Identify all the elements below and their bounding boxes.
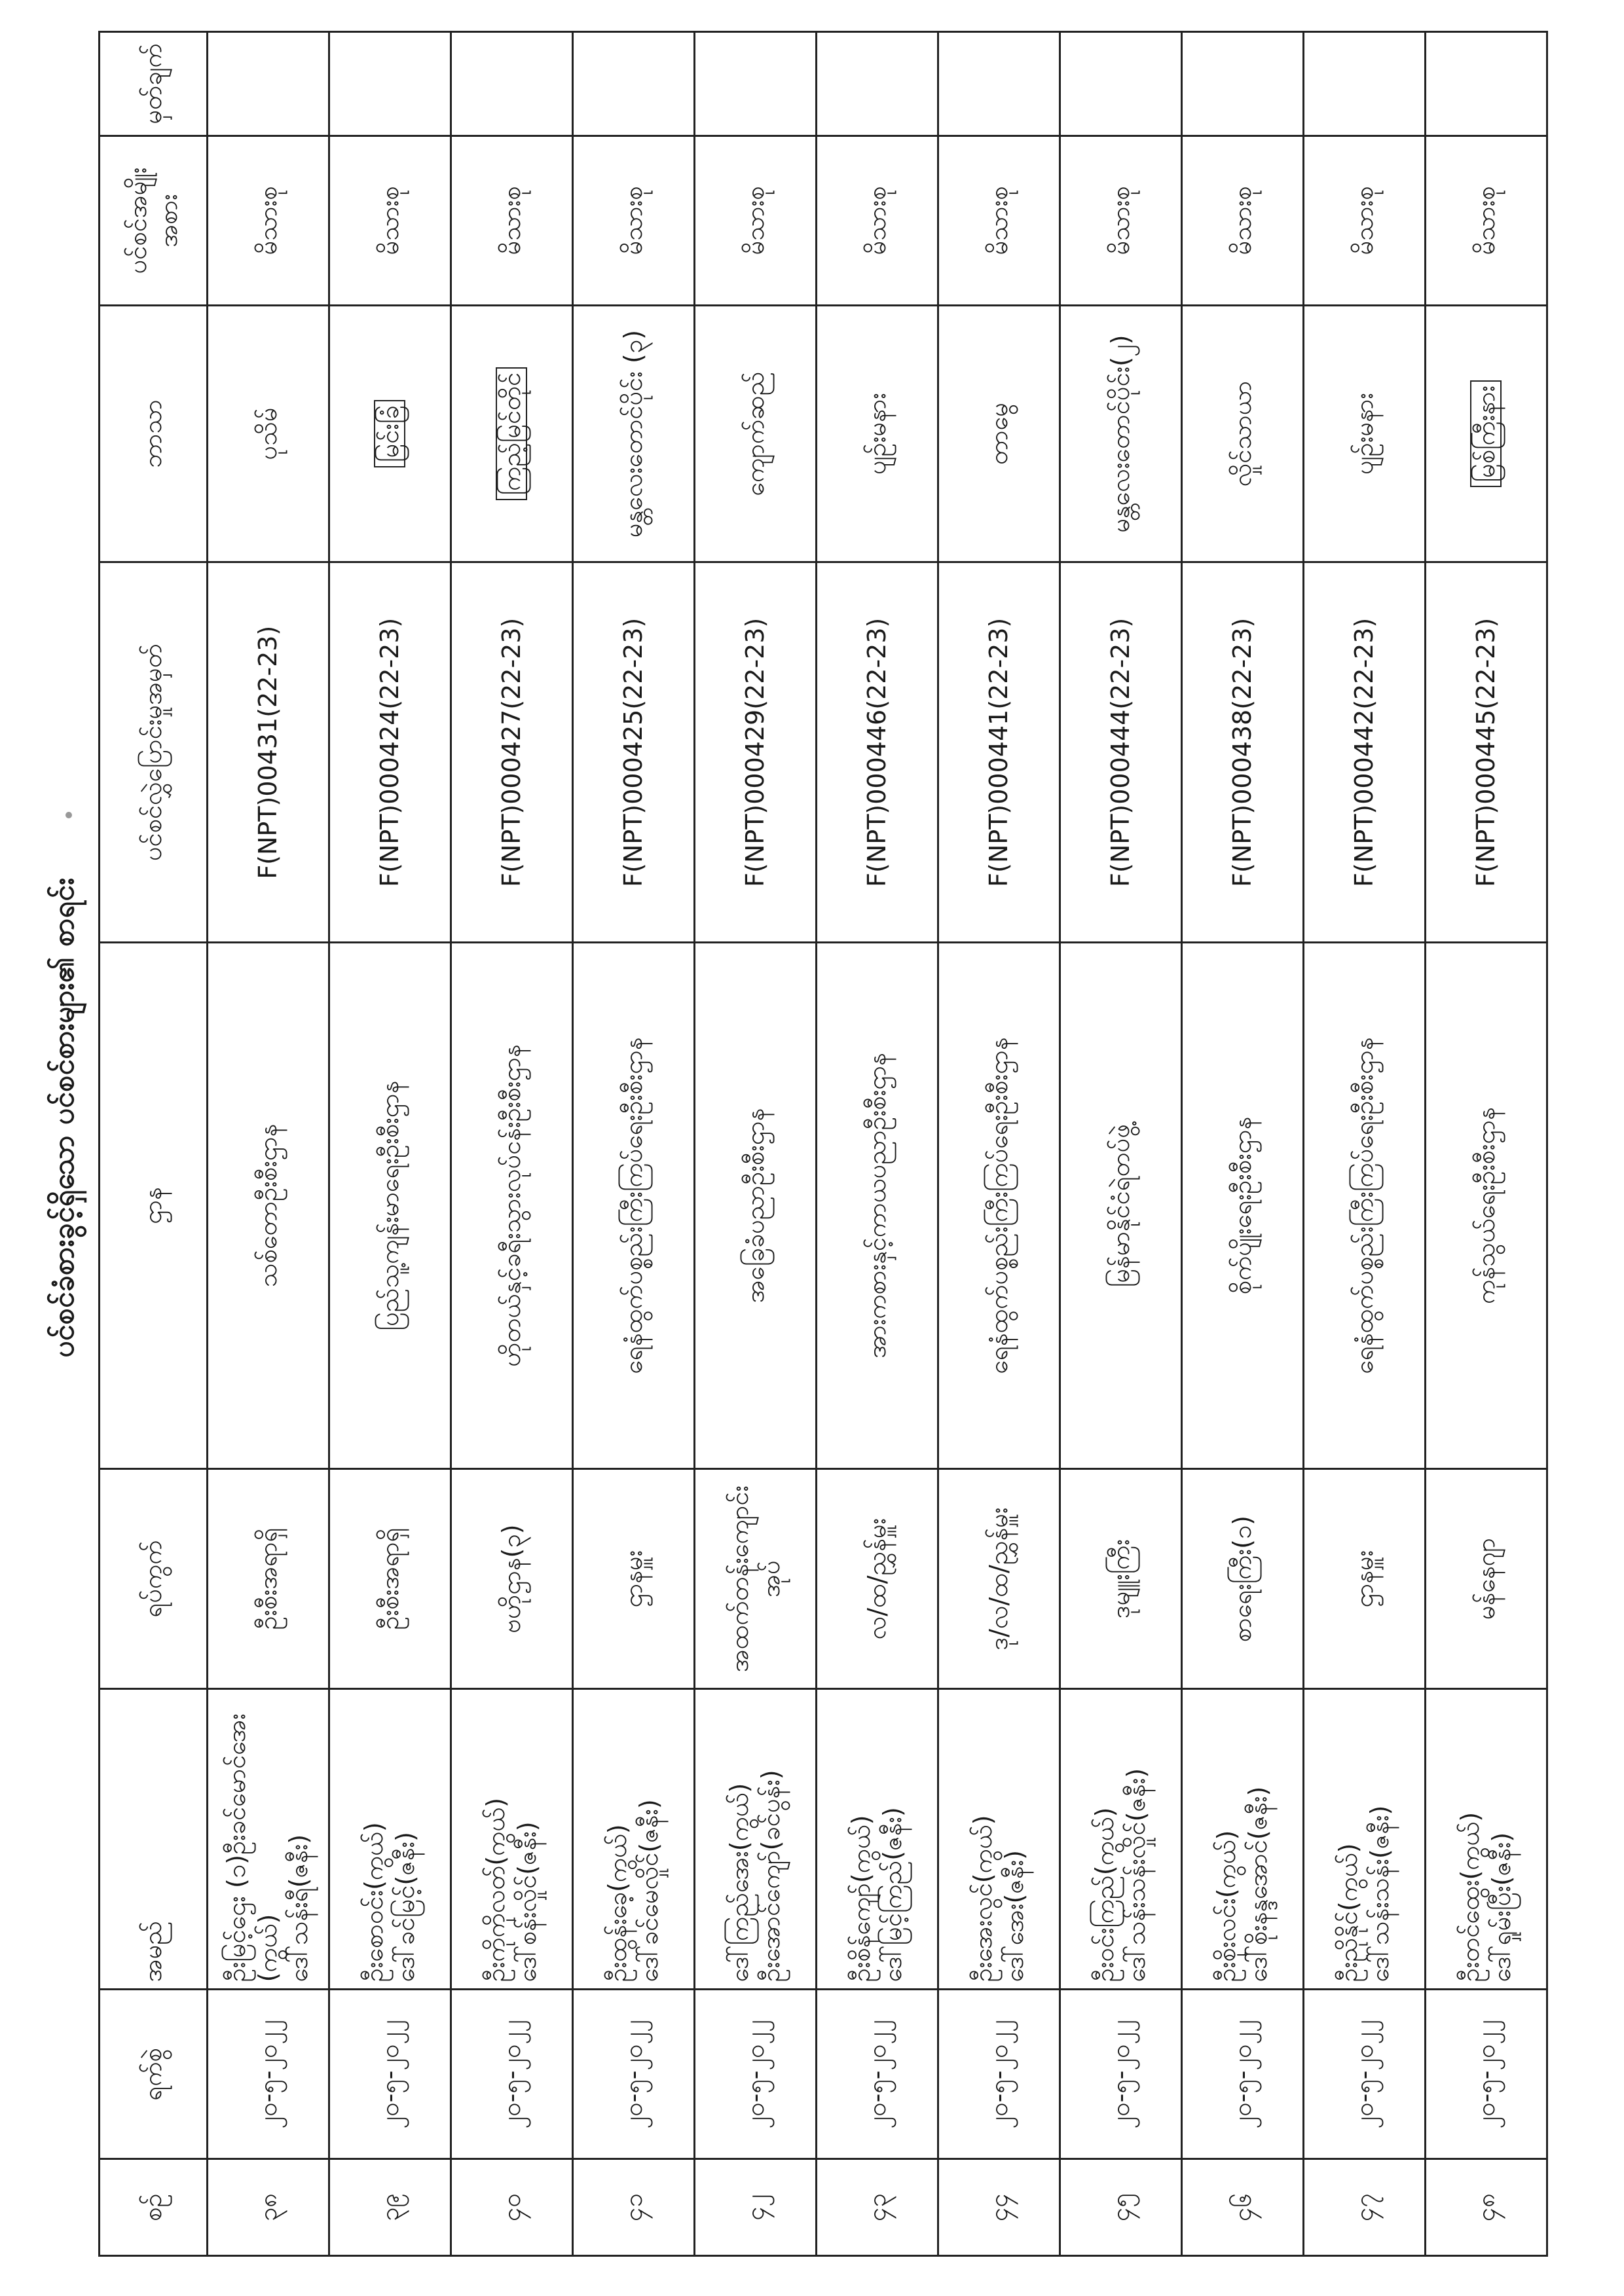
cell-school-text: ဟိုတယ်နှင့်ခရီးသွားလုပ်ငန်းဦးစီးဌာန [496,1044,526,1367]
cell-school-text: အားကစားနှင့်ကာယပညာဦးစီးဌာန [862,1053,891,1358]
cell-type [451,136,573,305]
cell-subject-text: ပျဉ်းမနား [1349,392,1378,475]
cell-type [1304,136,1426,305]
cell-name [208,1689,329,1990]
cell-no [817,2159,938,2256]
cell-date [1426,1990,1547,2159]
cell-type-text: မိသားစု [1471,186,1500,255]
cell-type-text: မိသားစု [375,186,404,255]
cell-subject [573,305,695,562]
cell-school-text: မြန်မာနိုင်ငံရဲတပ်ဖွဲ့ [1105,1123,1135,1288]
cell-name [1426,1689,1547,1990]
cell-date-text: ၂၀-၅-၂၀၂၂ [375,2020,404,2129]
header-note: မှတ်ချက် [100,32,208,136]
cell-register [1304,562,1426,943]
cell-type-text: မိသားစု [862,186,891,255]
header-school: ဌာန [100,943,208,1468]
table-row [573,32,695,2256]
table-row [695,32,817,2256]
header-type: ပင်စင်အမျိုးအစား [100,136,208,305]
cell-address-text: ဦးစီးအရာရှိ [375,1527,404,1630]
header-register: ပင်စင်လွှဲပြောင်းမှုအမှတ် [100,562,208,943]
cell-name-text: ဦးကိုကိုလတ်(ကွယ်) ဒေါ်စန်းလှိုင်(ဇနီး) [481,1797,542,1982]
cell-type [208,136,329,305]
cell-school-text: ရေနံထွက်ပစ္စည်းကြီးကြပ်ရေးဦးစီးဌာန [1349,1037,1378,1374]
cell-address [573,1468,695,1689]
cell-register-text: F(NPT)000438(22-23) [1227,617,1257,887]
cell-date-text: ၂၀-၅-၂၀၂၂ [618,2020,648,2129]
cell-school [1060,943,1182,1468]
cell-no [1304,2159,1426,2256]
cell-address [1426,1468,1547,1689]
cell-note [938,32,1060,136]
table-row [451,32,573,2256]
cell-note [1060,32,1182,136]
cell-date-text: ၂၀-၅-၂၀၂၂ [740,2020,769,2129]
cell-school [573,943,695,1468]
table-row [208,32,329,2256]
cell-note [573,32,695,136]
cell-name-text: ဦးစိန်ကျော်(ကွယ်) ဒေါ်မြင့်ကြည်(ဇနီး) [847,1807,907,1982]
cell-address-text: မန်နေဂျာ [1471,1538,1500,1620]
cell-date-text: ၂၀-၅-၂၀၂၂ [1471,2020,1500,2129]
cell-date-text: ၂၀-၅-၂၀၂၂ [862,2020,891,2129]
cell-school [208,943,329,1468]
cell-type [1426,136,1547,305]
cell-no [1182,2159,1304,2256]
cell-register-text: F(NPT)000442(22-23) [1349,617,1378,887]
cell-subject-text: ကျောက်ဆည် [740,371,769,496]
cell-address [451,1468,573,1689]
cell-no-text: ၄၃ [862,2193,891,2221]
cell-school-text: အခြေခံပညာဦးစီးဌာန [740,1108,769,1303]
cell-subject [817,305,938,562]
cell-no-text: ၃၈ [253,2193,282,2222]
cell-subject-text: တာမွေ [984,403,1013,465]
cell-date [573,1990,695,2159]
cell-type-text: မိသားစု [1105,186,1135,255]
cell-address [329,1468,451,1689]
header-no: စဉ် [100,2159,208,2256]
cell-date-text: ၂၀-၅-၂၀၂၂ [253,2020,282,2129]
cell-school [329,943,451,1468]
cell-date-text: ၂၀-၅-၂၀၂၂ [984,2020,1013,2129]
cell-register-text: F(NPT)000424(22-23) [375,617,404,887]
cell-name-text: ဦးစောဝင်း(ကွယ်) ဒေါ်ခင်မြင့်(ဇနီး) [360,1822,420,1982]
cell-type [329,136,451,305]
cell-type [938,136,1060,305]
cell-name [329,1689,451,1990]
cell-register-text: F(NPT)000429(22-23) [740,617,769,887]
cell-subject-text: မြစ်ကြီးနား [1470,380,1502,488]
cell-subject [1060,305,1182,562]
cell-no-text: ၄၇ [1349,2193,1378,2221]
cell-date [451,1990,573,2159]
cell-address [1060,1468,1182,1689]
cell-subject-text: မန္တလေးတောင်ပိုင်း (၃) [618,329,648,538]
cell-name-text: ဦးထွန်းခေ့(ကွယ်) ဒေါ်ခင်မေလှိုင်(ဇနီး) [603,1799,663,1982]
cell-address-text: ဌာနမှူး [618,1550,648,1608]
pension-table [98,31,1548,2257]
cell-date [817,1990,938,2159]
cell-school [1304,943,1426,1468]
cell-school [1182,943,1304,1468]
cell-date-text: ၂၀-၅-၂၀၂၂ [1105,2020,1135,2129]
cell-address-text: အထက်တန်းကျောင်းအုပ် [725,1485,785,1673]
cell-address-text: ဒု/လ/ထ/ညွှန်မှူး [984,1507,1013,1650]
table-body [208,32,1547,2256]
cell-date [329,1990,451,2159]
cell-name-text: ဦးဝင်းကြည်(ကွယ်) ဒေါ်သန်းသန်းလှိုင်(ဇနီး) [1090,1768,1151,1982]
cell-date [208,1990,329,2159]
cell-school [1426,943,1547,1468]
cell-name-text: ဦးမြင့်ဌေး (၁)ဦးခင်မောင်အေး (ကွယ်) ဒေါ်သန်းရီ(ဇနီး) [222,1713,314,1982]
cell-school [451,943,573,1468]
cell-no-text: ၄၀ [496,2193,526,2221]
cell-address-text: စာရေးကြီး(၁) [1227,1515,1257,1643]
cell-subject [1304,305,1426,562]
cell-no-text: ၄၅ [1105,2193,1135,2221]
cell-school-text: ကုန်သွယ်ရေးဦးစီးဌာန [1471,1107,1500,1304]
cell-register [573,562,695,943]
cell-register [451,562,573,943]
cell-date-text: ၂၀-၅-၂၀၂၂ [1227,2020,1257,2129]
table-row [329,32,451,2256]
table-row [1426,32,1547,2256]
cell-type [695,136,817,305]
cell-address [817,1468,938,1689]
cell-subject [451,305,573,562]
cell-school-text: ပြည်သူ့ကျန်းမာရေးဦးစီးဌာန [375,1080,404,1331]
cell-register-text: F(NPT)00431(22-23) [253,625,282,879]
cell-type-text: မိသားစု [496,186,526,255]
cell-name-text: ဦးစိုးလင်း(ကွယ်) ဒေါ်စိုးနန္ဒအောင်(ဇနီး) [1212,1786,1272,1982]
cell-note [1426,32,1547,136]
cell-type [1060,136,1182,305]
cell-register [1182,562,1304,943]
cell-address [695,1468,817,1689]
cell-subject-text: ကြည့်မြင်တိုင် [496,367,527,501]
cell-subject-text: ပျဉ်းမနား [862,392,891,475]
cell-name [1304,1689,1426,1990]
cell-no [451,2159,573,2256]
cell-subject [329,305,451,562]
cell-subject [695,305,817,562]
cell-type-text: မိသားစု [1349,186,1378,255]
cell-register [1426,562,1547,943]
cell-school-text: သစ်တောဦးစီးဌာန [253,1123,282,1288]
cell-subject [208,305,329,562]
cell-note [695,32,817,136]
cell-register [695,562,817,943]
cell-address [1304,1468,1426,1689]
cell-address-text: ဒုမျူးကြီး [1105,1539,1135,1619]
cell-no [573,2159,695,2256]
cell-address [938,1468,1060,1689]
cell-address-text: ဦးစီးအရာရှိ [253,1527,282,1630]
cell-no-text: ၄၆ [1227,2193,1257,2221]
cell-register-text: F(NPT)000445(22-23) [1471,617,1500,887]
cell-date [1304,1990,1426,2159]
cell-school [695,943,817,1468]
cell-subject-text: ပုသိမ် [253,407,282,460]
cell-no-text: ၄၈ [1471,2193,1500,2222]
cell-type [817,136,938,305]
cell-register [329,562,451,943]
cell-type [573,136,695,305]
cell-subject [1426,305,1547,562]
cell-subject [1182,305,1304,562]
header-address: ရပ်ကွက် [100,1468,208,1689]
cell-type [1182,136,1304,305]
cell-date [695,1990,817,2159]
cell-type-text: မိသားစု [618,186,648,255]
cell-note [1182,32,1304,136]
cell-date [1182,1990,1304,2159]
cell-subject-text: မန္တလေးတောင်ပိုင်း(၂) [1105,335,1135,533]
cell-register [938,562,1060,943]
cell-address [208,1468,329,1689]
cell-no [938,2159,1060,2256]
cell-address-text: ဌာနမှူး [1349,1550,1378,1608]
table-row [938,32,1060,2256]
cell-date [938,1990,1060,2159]
cell-name-text: ဒေါ်ကြည်အေး(ကွယ်) ဦးအောင်ကျော်(ခင်ပွန်း) [725,1770,785,1982]
cell-date-text: ၂၀-၅-၂၀၂၂ [1349,2020,1378,2129]
cell-register-text: F(NPT)000441(22-23) [984,617,1013,887]
cell-note [329,32,451,136]
table-row [1182,32,1304,2256]
cell-no [329,2159,451,2256]
cell-subject-text: လှိုင်သာယာ [1227,380,1257,487]
cell-date [1060,1990,1182,2159]
cell-name [1182,1689,1304,1990]
cell-school-text: ရေနံထွက်ပစ္စည်းကြီးကြပ်ရေးဦးစီးဌာန [618,1037,648,1374]
cell-school [817,943,938,1468]
cell-name [1060,1689,1182,1990]
cell-no [1060,2159,1182,2256]
cell-no-text: ၃၉ [375,2193,404,2221]
cell-type-text: မိသားစု [253,186,282,255]
cell-school-text: ရေနံထွက်ပစ္စည်းကြီးကြပ်ရေးဦးစီးဌာန [984,1037,1013,1374]
header-date: ရက်စွဲ [100,1990,208,2159]
cell-name-text: ဦးအေးလွင်(ကွယ်) ဒေါ်အေး(ဇနီး) [969,1815,1029,1982]
cell-type-text: မိသားစု [1227,186,1257,255]
cell-register-text: F(NPT)000444(22-23) [1105,617,1135,887]
cell-note [1304,32,1426,136]
table-row [1304,32,1426,2256]
cell-school [938,943,1060,1468]
cell-note [451,32,573,136]
cell-name-text: ဦးတင်ထွေး(ကွယ်) ဒေါ်ရှုမ်းပြီး(ဇနီး) [1456,1812,1516,1982]
cell-address [1182,1468,1304,1689]
cell-school-text: စိုက်ပျိုးရေးဦးစီးဌာန [1227,1116,1257,1295]
cell-address-text: လ/ထ/ညွှန်မှူး [862,1518,891,1640]
table-row [1060,32,1182,2256]
cell-name [695,1689,817,1990]
cell-note [817,32,938,136]
cell-no [1426,2159,1547,2256]
cell-name-text: ဦးညိုနိုင်(ကွယ်) ဒေါ်သန်းသန်း(ဇနီး) [1334,1805,1394,1982]
cell-no [208,2159,329,2256]
cell-type-text: မိသားစု [984,186,1013,255]
cell-name [573,1689,695,1990]
cell-date-text: ၂၀-၅-၂၀၂၂ [496,2020,526,2129]
cell-no-text: ၄၂ [740,2194,769,2221]
cell-note [208,32,329,136]
cell-name [817,1689,938,1990]
cell-no-text: ၄၄ [984,2193,1013,2221]
cell-name [938,1689,1060,1990]
header-subject: ဘာသာ [100,305,208,562]
header-name: အမည် [100,1689,208,1990]
table-header-row [100,32,208,2256]
cell-register [208,562,329,943]
cell-register-text: F(NPT)000427(22-23) [496,617,526,887]
cell-no [695,2159,817,2256]
cell-register [1060,562,1182,943]
cell-name [451,1689,573,1990]
cell-register [817,562,938,943]
cell-type-text: မိသားစု [740,186,769,255]
table-row [817,32,938,2256]
page-title: ပင်စင်ခံစားခွင့်ရှိသော ပင်စင်စားများ၏ စာရင်း [47,877,81,1358]
cell-subject-text: မြင်းခြံ [374,400,405,467]
cell-subject [938,305,1060,562]
cell-register-text: F(NPT)000446(22-23) [862,617,891,887]
cell-no-text: ၄၁ [618,2193,648,2221]
cell-register-text: F(NPT)000425(22-23) [618,617,648,887]
cell-address-text: ဗဟိုဌာန(၃) [496,1524,526,1633]
